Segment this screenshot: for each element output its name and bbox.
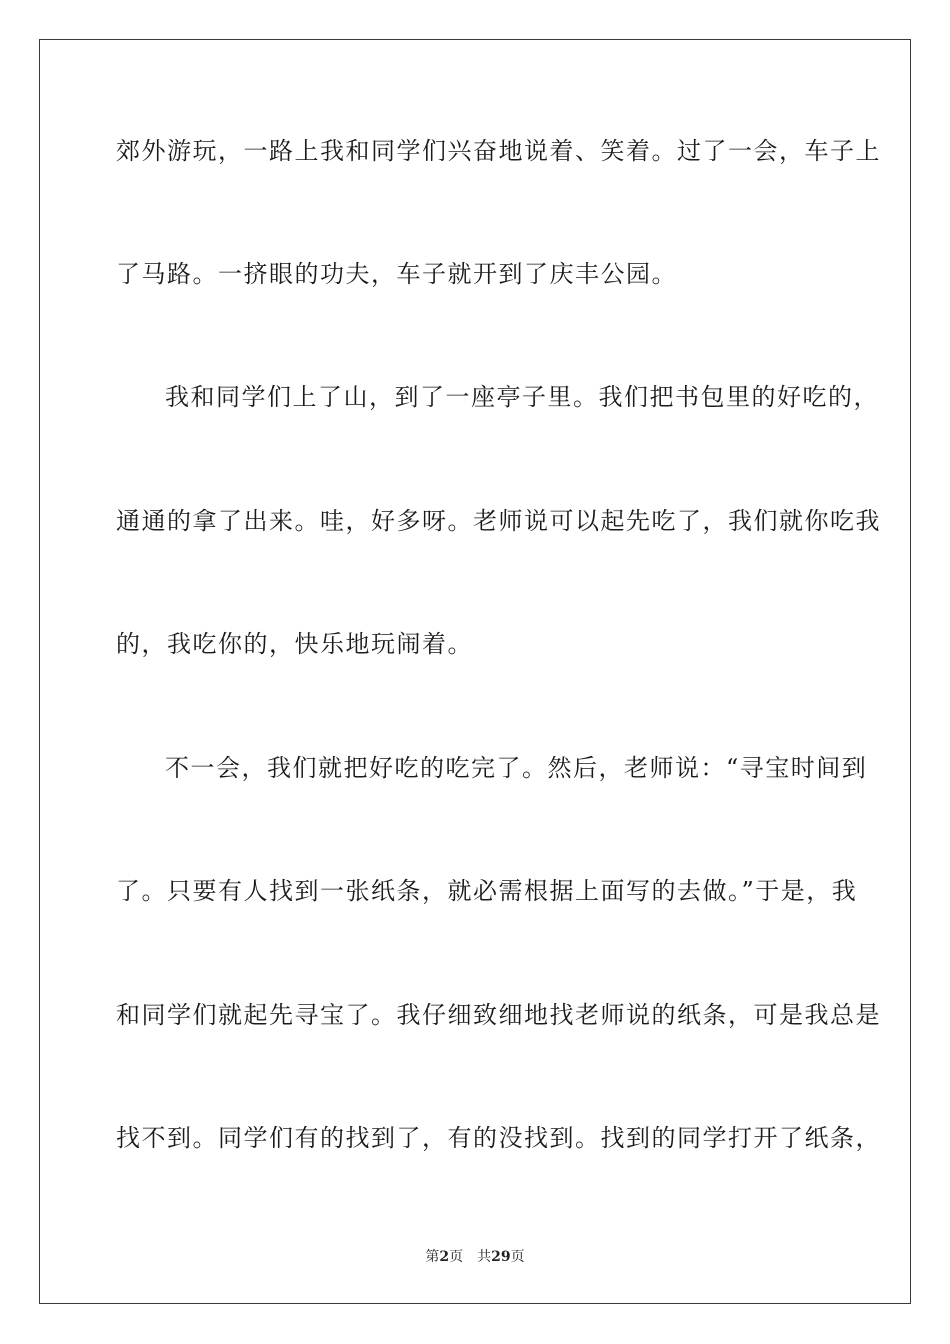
paragraph-line: 找不到。同学们有的找到了，有的没找到。找到的同学打开了纸条， bbox=[116, 1124, 881, 1152]
page-prefix: 第 bbox=[425, 1249, 440, 1265]
paragraph-line: 郊外游玩，一路上我和同学们兴奋地说着、笑着。过了一会，车子上 bbox=[116, 137, 881, 165]
page-border bbox=[39, 39, 911, 1304]
total-suffix: 页 bbox=[510, 1249, 525, 1265]
page-number: 2 bbox=[439, 1249, 450, 1265]
total-pages: 29 bbox=[491, 1249, 511, 1265]
paragraph-line: 和同学们就起先寻宝了。我仔细致细地找老师说的纸条，可是我总是 bbox=[116, 1001, 881, 1029]
paragraph-line: 通通的拿了出来。哇，好多呀。老师说可以起先吃了，我们就你吃我 bbox=[116, 507, 881, 535]
paragraph-line: 我和同学们上了山，到了一座亭子里。我们把书包里的好吃的， bbox=[165, 383, 879, 411]
paragraph-line: 了马路。一挤眼的功夫，车子就开到了庆丰公园。 bbox=[116, 260, 677, 288]
page-suffix: 页 bbox=[449, 1249, 464, 1265]
paragraph-line: 的，我吃你的，快乐地玩闹着。 bbox=[116, 630, 473, 658]
paragraph-line: 了。只要有人找到一张纸条，就必需根据上面写的去做。”于是，我 bbox=[116, 877, 858, 905]
page-footer bbox=[0, 1248, 950, 1266]
total-prefix: 共 bbox=[477, 1249, 492, 1265]
paragraph-line: 不一会，我们就把好吃的吃完了。然后，老师说：“寻宝时间到 bbox=[165, 754, 868, 782]
